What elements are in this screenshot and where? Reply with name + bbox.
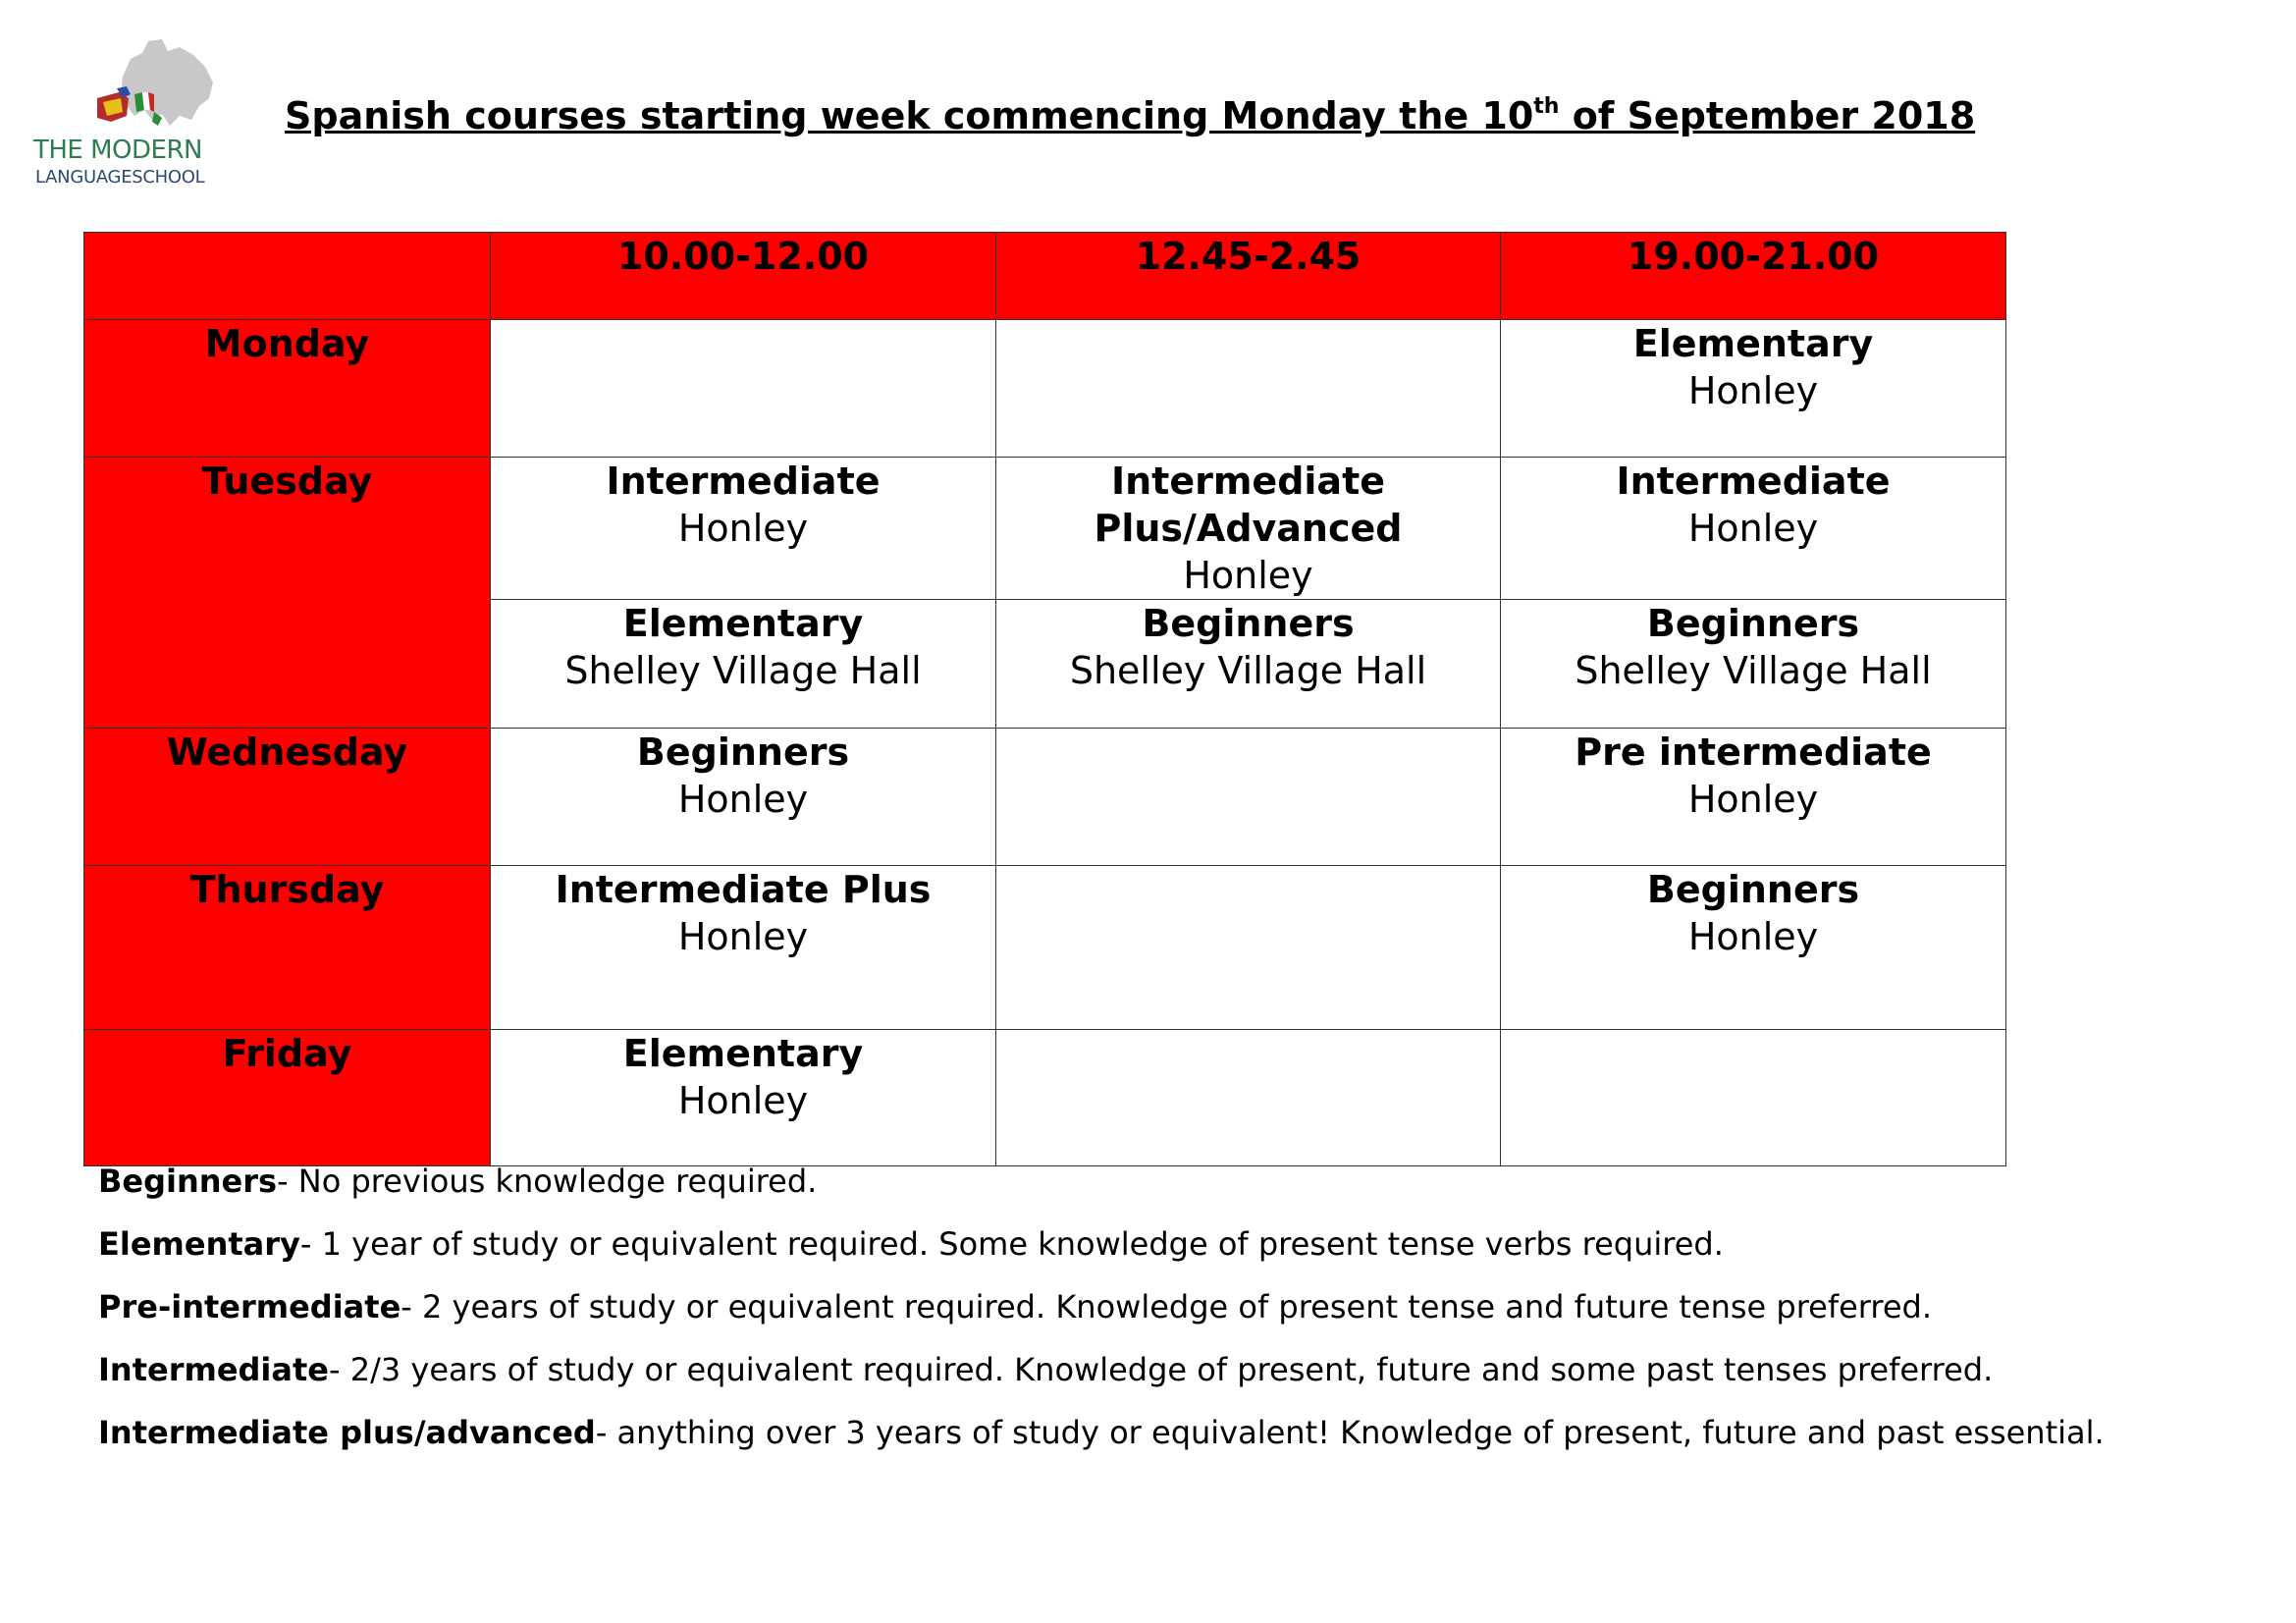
title-rest: of September 2018 <box>1559 94 1976 137</box>
table-row-tuesday <box>84 458 2006 600</box>
course-cell <box>1501 1030 2006 1166</box>
header-slot-afternoon: 12.45-2.45 <box>996 233 1501 320</box>
legend-term: Pre-intermediate <box>98 1288 401 1325</box>
course-level: Beginners <box>636 730 850 774</box>
school-logo <box>29 37 245 189</box>
legend-description: - 2 years of study or equivalent required. Knowledge of present tense and future tense preferred. <box>400 1288 1932 1325</box>
page-title <box>285 94 1975 137</box>
day-cell-tuesday: Tuesday <box>84 458 491 729</box>
course-cell <box>996 320 1501 458</box>
course-cell <box>491 1030 996 1166</box>
course-venue: Honley <box>677 778 809 821</box>
course-venue: Honley <box>1687 369 1819 412</box>
course-level: Elementary <box>622 1032 864 1075</box>
course-level: Beginners <box>1646 602 1860 645</box>
course-cell <box>996 600 1501 729</box>
course-cell <box>491 458 996 600</box>
course-level: Beginners <box>1646 868 1860 911</box>
course-cell <box>996 729 1501 866</box>
legend-item-beginners <box>98 1162 2277 1224</box>
course-cell <box>996 1030 1501 1166</box>
course-venue: Honley <box>1687 507 1819 550</box>
europe-map-icon <box>83 37 221 135</box>
header-corner-cell <box>84 233 491 320</box>
course-venue: Honley <box>677 915 809 958</box>
legend-term: Intermediate plus/advanced <box>98 1414 596 1451</box>
course-schedule-table <box>83 232 2006 1166</box>
legend-description: - 2/3 years of study or equivalent required. Knowledge of present, future and some past tenses preferred. <box>328 1351 1994 1388</box>
course-level: Intermediate Plus <box>555 868 932 911</box>
course-venue: Honley <box>1183 554 1313 597</box>
course-level: Intermediate Plus/Advanced <box>1094 460 1403 550</box>
table-row-wednesday <box>84 729 2006 866</box>
level-legend <box>98 1162 2277 1476</box>
course-cell <box>491 600 996 729</box>
header-slot-evening: 19.00-21.00 <box>1501 233 2006 320</box>
legend-term: Elementary <box>98 1225 300 1263</box>
legend-item-intermediate-plus <box>98 1413 2277 1476</box>
day-cell-wednesday: Wednesday <box>84 729 491 866</box>
course-cell <box>491 866 996 1030</box>
course-venue: Shelley Village Hall <box>564 649 922 692</box>
legend-description: - anything over 3 years of study or equivalent! Knowledge of present, future and past essential. <box>595 1414 2105 1451</box>
course-cell <box>1501 866 2006 1030</box>
course-venue: Honley <box>677 507 809 550</box>
course-cell <box>996 458 1501 600</box>
day-cell-thursday: Thursday <box>84 866 491 1030</box>
table-header-row <box>84 233 2006 320</box>
legend-description: - No previous knowledge required. <box>277 1163 818 1200</box>
title-ordinal: th <box>1533 94 1560 119</box>
course-level: Elementary <box>1632 322 1874 365</box>
legend-term: Beginners <box>98 1163 278 1200</box>
course-cell <box>1501 729 2006 866</box>
course-level: Beginners <box>1142 602 1355 645</box>
table-row-monday <box>84 320 2006 458</box>
course-level: Intermediate <box>1616 460 1891 503</box>
logo-text-bottom: LANGUAGESCHOOL <box>35 167 205 188</box>
legend-item-elementary <box>98 1224 2277 1287</box>
course-venue: Honley <box>1687 915 1819 958</box>
legend-term: Intermediate <box>98 1351 329 1388</box>
day-cell-monday: Monday <box>84 320 491 458</box>
course-cell <box>996 866 1501 1030</box>
course-cell <box>1501 320 2006 458</box>
course-venue: Honley <box>677 1079 809 1122</box>
course-venue: Shelley Village Hall <box>1069 649 1427 692</box>
header-slot-morning: 10.00-12.00 <box>491 233 996 320</box>
course-cell <box>491 320 996 458</box>
course-level: Pre intermediate <box>1575 730 1932 774</box>
legend-item-pre-intermediate <box>98 1287 2277 1350</box>
table-row-friday <box>84 1030 2006 1166</box>
title-main: Spanish courses starting week commencing Monday the 10 <box>285 94 1534 137</box>
course-level: Elementary <box>622 602 864 645</box>
legend-description: - 1 year of study or equivalent required. Some knowledge of present tense verbs required. <box>299 1225 1724 1263</box>
course-venue: Shelley Village Hall <box>1575 649 1932 692</box>
course-cell <box>1501 458 2006 600</box>
logo-text-top: THE MODERN <box>33 135 202 165</box>
course-cell <box>491 729 996 866</box>
course-venue: Honley <box>1687 778 1819 821</box>
day-cell-friday: Friday <box>84 1030 491 1166</box>
table-row-thursday <box>84 866 2006 1030</box>
course-level: Intermediate <box>606 460 881 503</box>
legend-item-intermediate <box>98 1350 2277 1413</box>
course-cell <box>1501 600 2006 729</box>
